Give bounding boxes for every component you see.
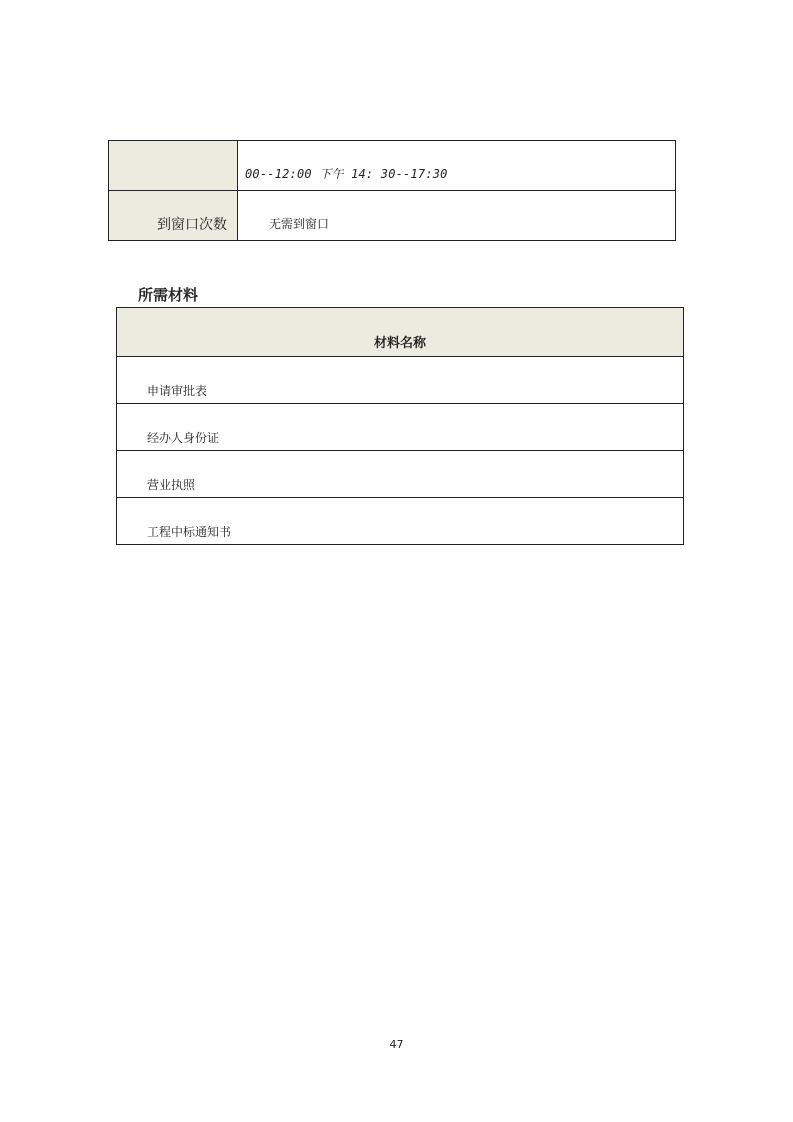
materials-header-row xyxy=(117,308,684,357)
info-label-visits: 到窗口次数 xyxy=(109,191,238,241)
window-visits-text: 无需到窗口 xyxy=(269,217,330,231)
table-row xyxy=(117,498,684,545)
material-item: 申请审批表 xyxy=(117,357,684,404)
material-item: 经办人身份证 xyxy=(117,404,684,451)
info-label-hours xyxy=(109,141,238,191)
material-item: 工程中标通知书 xyxy=(117,498,684,545)
info-row-hours xyxy=(109,141,676,191)
info-value-hours xyxy=(238,141,676,191)
info-row-visits xyxy=(109,191,676,241)
table-row xyxy=(117,357,684,404)
table-row xyxy=(117,404,684,451)
material-item: 营业执照 xyxy=(117,451,684,498)
materials-column-header: 材料名称 xyxy=(117,308,684,357)
office-hours-text: 00--12:00 下午 14: 30--17:30 xyxy=(245,167,448,181)
info-table xyxy=(108,140,676,241)
info-value-visits xyxy=(238,191,676,241)
table-row xyxy=(117,451,684,498)
page-number: 47 xyxy=(389,1038,404,1051)
materials-heading: 所需材料 xyxy=(138,286,199,304)
materials-table xyxy=(116,307,684,545)
